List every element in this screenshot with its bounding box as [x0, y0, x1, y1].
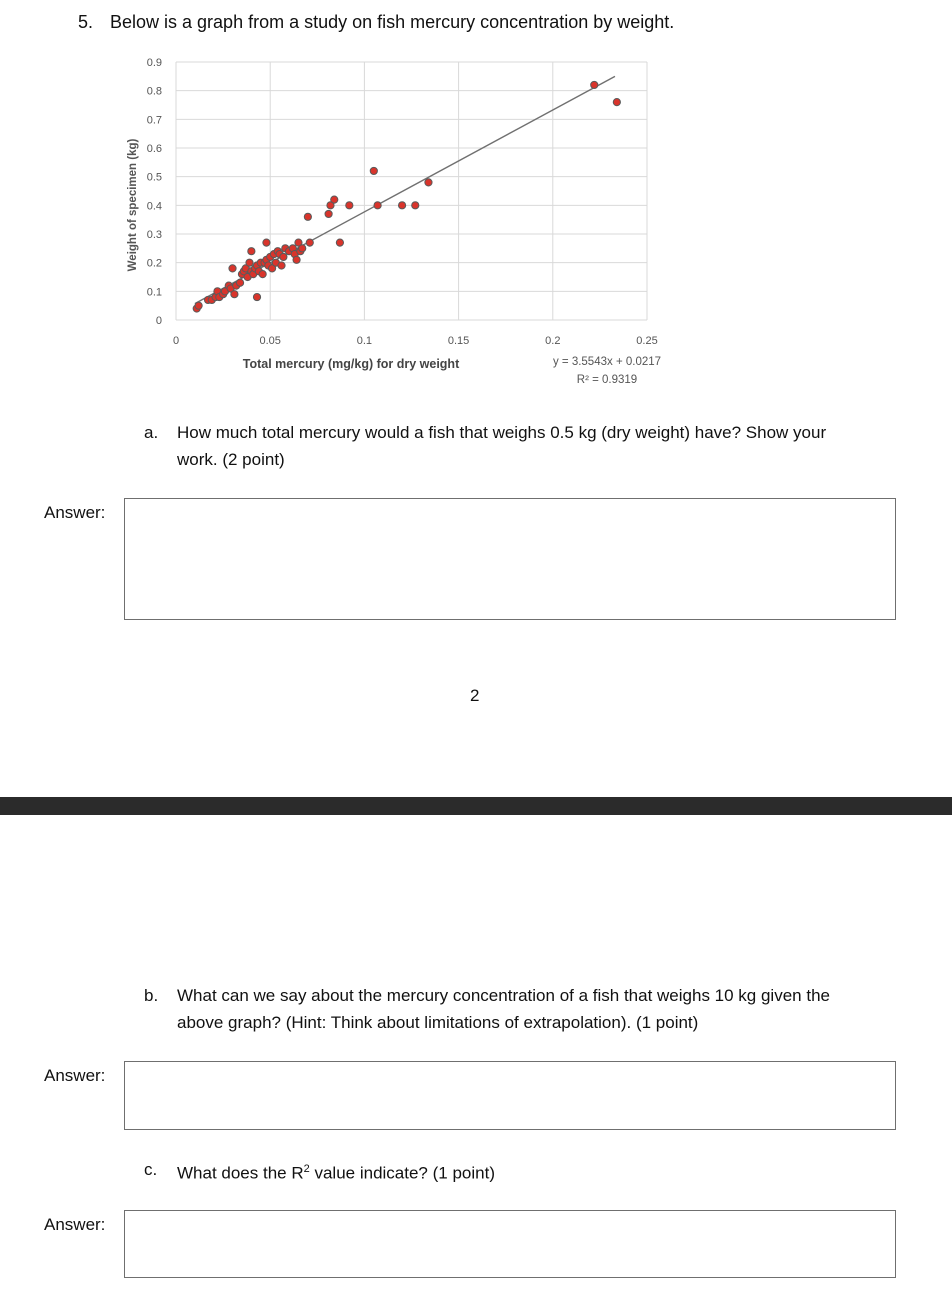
question-number: 5.: [78, 12, 94, 32]
data-point: [325, 210, 332, 217]
y-tick-label: 0.8: [146, 85, 162, 98]
data-point: [253, 293, 260, 300]
data-point: [336, 239, 343, 246]
y-tick-label: 0: [155, 315, 162, 327]
part-b-line2: above graph? (Hint: Think about limitations of extrapolation). (1 point): [177, 1013, 699, 1032]
answer-c-box[interactable]: [124, 1210, 896, 1278]
data-point: [331, 196, 338, 203]
part-c-superscript: 2: [303, 1163, 310, 1175]
data-point: [370, 167, 377, 174]
part-a-line1: How much total mercury would a fish that weighs 0.5 kg (dry weight) have? Show your: [177, 423, 827, 442]
part-a-letter: a.: [144, 423, 159, 442]
answer-c-label: Answer:: [44, 1215, 106, 1234]
data-point: [425, 179, 432, 186]
answer-b-box[interactable]: [124, 1061, 896, 1130]
data-point: [246, 259, 253, 266]
data-point: [293, 256, 300, 263]
data-point: [304, 213, 311, 220]
data-point: [280, 253, 287, 260]
y-tick-label: 0.1: [146, 286, 162, 299]
data-point: [299, 245, 306, 252]
data-point: [229, 265, 236, 272]
chart-grid: [176, 62, 647, 320]
data-point: [613, 99, 620, 106]
y-tick-label: 0.4: [146, 200, 162, 213]
y-tick-label: 0.3: [146, 229, 162, 241]
data-point: [248, 248, 255, 255]
page-break-bar: [0, 797, 952, 815]
part-b-question: [177, 982, 830, 1036]
part-c-text-before: What does the R: [177, 1163, 304, 1183]
y-tick-label: 0.6: [146, 143, 162, 155]
trendline-equation: y = 3.5543x + 0.0217: [552, 356, 662, 368]
answer-b-label: Answer:: [44, 1066, 106, 1085]
data-points: [193, 81, 620, 312]
x-tick-label: 0.05: [259, 335, 281, 347]
x-tick-label: 0.1: [356, 335, 373, 347]
answer-a-box[interactable]: [124, 498, 896, 620]
r-squared-label: R² = 0.9319: [576, 374, 638, 386]
data-point: [412, 202, 419, 209]
x-tick-label: 0: [172, 335, 180, 347]
x-tick-label: 0.25: [636, 335, 658, 347]
data-point: [263, 239, 270, 246]
data-point: [231, 291, 238, 298]
part-c-question: [177, 1156, 495, 1187]
data-point: [195, 302, 202, 309]
y-tick-label: 0.5: [146, 171, 162, 184]
scatter-chart: [0, 0, 952, 400]
data-point: [591, 81, 598, 88]
x-tick-label: 0.15: [447, 335, 470, 347]
y-tick-label: 0.9: [146, 57, 162, 69]
page-number: 2: [470, 686, 480, 705]
x-axis-label: Total mercury (mg/kg) for dry weight: [242, 357, 460, 371]
data-point: [306, 239, 313, 246]
data-point: [346, 202, 353, 209]
part-c-text-after: value indicate? (1 point): [309, 1163, 495, 1183]
part-c-letter: c.: [144, 1160, 158, 1179]
x-tick-label: 0.2: [545, 335, 561, 347]
y-tick-label: 0.7: [146, 114, 162, 127]
answer-a-label: Answer:: [44, 503, 106, 522]
y-axis-label: Weight of specimen (kg): [127, 138, 139, 272]
data-point: [398, 202, 405, 209]
data-point: [259, 271, 266, 278]
y-tick-label: 0.2: [146, 257, 162, 270]
part-b-line1: What can we say about the mercury concentration of a fish that weighs 10 kg given the: [177, 986, 830, 1005]
data-point: [236, 279, 243, 286]
data-point: [278, 262, 285, 269]
part-a-question: [177, 419, 826, 473]
question-text: Below is a graph from a study on fish mercury concentration by weight.: [110, 12, 675, 32]
data-point: [374, 202, 381, 209]
part-b-letter: b.: [144, 986, 159, 1005]
part-a-line2: work. (2 point): [177, 450, 285, 469]
